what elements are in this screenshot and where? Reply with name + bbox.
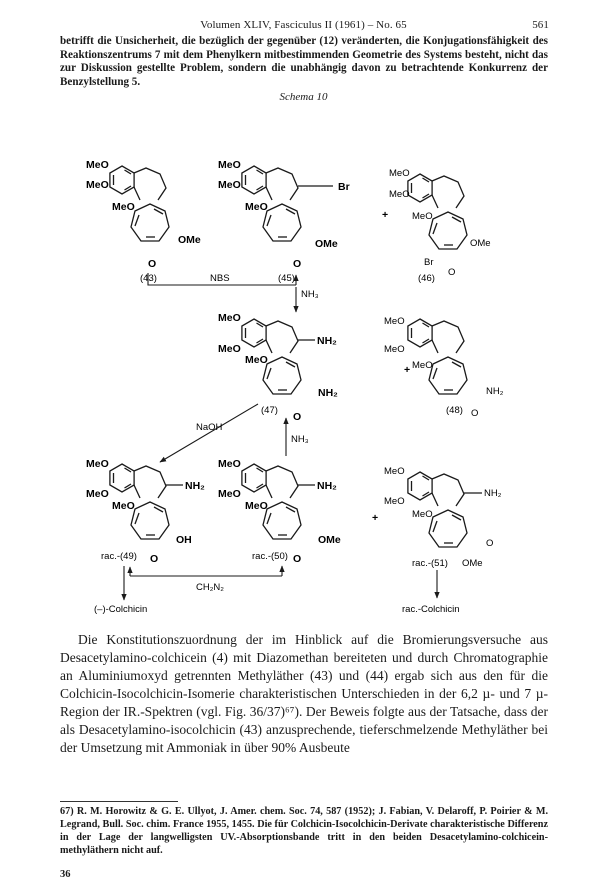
svg-text:NH₂: NH₂ — [484, 488, 502, 499]
svg-text:MeO: MeO — [218, 488, 241, 500]
running-header: Volumen XLIV, Fasciculus II (1961) – No. 65 — [200, 19, 407, 31]
svg-text:OMe: OMe — [470, 238, 491, 249]
svg-text:MeO: MeO — [112, 201, 135, 213]
label-47: (47) — [261, 405, 278, 416]
svg-text:MeO: MeO — [412, 211, 433, 222]
svg-text:MeO: MeO — [86, 159, 109, 171]
svg-text:MeO: MeO — [245, 201, 268, 213]
molecule-49 — [86, 458, 205, 565]
svg-text:O: O — [293, 411, 302, 423]
svg-text:MeO: MeO — [384, 496, 405, 507]
page-number: 561 — [532, 19, 549, 31]
svg-text:OH: OH — [176, 534, 192, 546]
label-45: (45) — [278, 273, 295, 284]
plus-sign-1: + — [382, 209, 389, 221]
naoh-arrow — [160, 404, 258, 462]
svg-text:NH₂: NH₂ — [185, 480, 205, 492]
svg-text:MeO: MeO — [389, 189, 410, 200]
footnote-marker: 67) — [60, 806, 74, 817]
molecule-43 — [86, 159, 201, 284]
ch2n2-arrow — [124, 566, 282, 600]
svg-text:OMe: OMe — [178, 234, 201, 246]
product-colchicin: (–)-Colchicin — [94, 604, 148, 615]
svg-text:MeO: MeO — [112, 500, 135, 512]
svg-text:O: O — [293, 553, 302, 565]
svg-text:MeO: MeO — [412, 360, 433, 371]
svg-text:MeO: MeO — [245, 354, 268, 366]
svg-text:Br: Br — [424, 257, 434, 268]
svg-text:O: O — [293, 258, 302, 270]
footnote-rule — [60, 801, 178, 802]
svg-text:MeO: MeO — [86, 458, 109, 470]
molecule-47 — [218, 312, 338, 423]
svg-text:MeO: MeO — [86, 488, 109, 500]
molecule-50 — [218, 458, 341, 565]
svg-text:OMe: OMe — [462, 558, 483, 569]
svg-text:MeO: MeO — [384, 344, 405, 355]
body-paragraph: Die Konstitutionszuordnung der im Hinblick auf die Bromierungsversuche aus Desacetylamino-colchicein (4) mit Diazomethan bereiteten und durch Chromatographie an Aluminiumoxyd getrennten Methyläther (43) und (44) ergab sich aus den für die Colchicin-Isocolchicin-Isomerie charakteristischen Unterschieden in der 6,2 µ- und 7 µ-Region der IR.-Spektren (vgl. Fig. 36/37)⁶⁷). Der Beweis folgte aus der Tatsache, dass der als Desacetylamino-isocolchicin (43) anzusprechende, tieferschmelzende Methyläther bei der Umsetzung mit Ammoniak in über 90% Ausbeute — [60, 632, 548, 755]
intro-paragraph: betrifft die Unsicherheit, die bezüglich der gegenüber (12) veränderten, die Konjugationsfähigkeit des Reaktionszentrums 7 mit dem Phenylkern mitbestimmenden Geometrie des Systems besteht, nicht das zur Diskussion gestellte Problem, sondern die unabhängig davon zu betrachtende Konkurrenz der Benzylstellung 5. — [60, 35, 548, 88]
footer-signature: 36 — [60, 869, 71, 880]
svg-text:MeO: MeO — [245, 500, 268, 512]
svg-text:NaOH: NaOH — [196, 422, 223, 433]
schema-title: Schema 10 — [279, 91, 328, 103]
product-rac-colchicin: rac.-Colchicin — [402, 604, 460, 615]
svg-text:O: O — [471, 408, 479, 419]
nbs-arrow — [148, 273, 296, 285]
molecule-45 — [218, 159, 350, 284]
svg-text:NH₂: NH₂ — [486, 386, 504, 397]
label-46: (46) — [418, 273, 435, 284]
svg-text:O: O — [148, 258, 157, 270]
svg-text:MeO: MeO — [412, 509, 433, 520]
svg-text:NH₂: NH₂ — [318, 387, 338, 399]
label-50: rac.-(50) — [252, 551, 288, 562]
svg-text:MeO: MeO — [384, 316, 405, 327]
molecule-51 — [384, 466, 502, 569]
svg-text:MeO: MeO — [389, 168, 410, 179]
plus-sign-3: + — [372, 512, 379, 524]
svg-text:O: O — [150, 553, 159, 565]
svg-text:CH₂N₂: CH₂N₂ — [196, 582, 224, 593]
svg-text:NH₃: NH₃ — [291, 434, 309, 445]
svg-text:O: O — [486, 538, 494, 549]
nh3-arrow-2 — [286, 418, 309, 456]
svg-text:MeO: MeO — [384, 466, 405, 477]
footnote — [60, 805, 548, 857]
svg-text:MeO: MeO — [218, 458, 241, 470]
label-48: (48) — [446, 405, 463, 416]
label-49: rac.-(49) — [101, 551, 137, 562]
molecule-46 — [389, 168, 491, 284]
plus-sign-2: + — [404, 364, 411, 376]
label-43: (43) — [140, 273, 157, 284]
svg-text:NBS: NBS — [210, 273, 230, 284]
svg-text:MeO: MeO — [218, 179, 241, 191]
svg-text:MeO: MeO — [86, 179, 109, 191]
svg-text:OMe: OMe — [315, 238, 338, 250]
svg-text:MeO: MeO — [218, 312, 241, 324]
svg-text:NH₂: NH₂ — [317, 480, 337, 492]
svg-text:MeO: MeO — [218, 159, 241, 171]
svg-text:MeO: MeO — [218, 343, 241, 355]
nh3-arrow-1 — [296, 287, 319, 312]
svg-text:Br: Br — [338, 181, 350, 193]
footnote-text: R. M. Horowitz & G. E. Ullyot, J. Amer. chem. Soc. 74, 587 (1952); J. Fabian, V. Delaroff, P. Poirier & M. Legrand, Bull. Soc. chim. France 1955, 1455. Die für Colchicin-Isocolchicin-Derivate charakteristische Differenz in der Lage der langwelligsten UV.-Absorptionsbande tritt in den beiden Desacetylamino-colchicein-methyläthern nicht auf. — [60, 806, 548, 856]
svg-text:NH₃: NH₃ — [301, 289, 319, 300]
reaction-scheme — [0, 100, 607, 620]
molecule-48 — [384, 316, 504, 419]
svg-text:O: O — [448, 267, 456, 278]
svg-text:NH₂: NH₂ — [317, 335, 337, 347]
label-51: rac.-(51) — [412, 558, 448, 569]
svg-text:OMe: OMe — [318, 534, 341, 546]
